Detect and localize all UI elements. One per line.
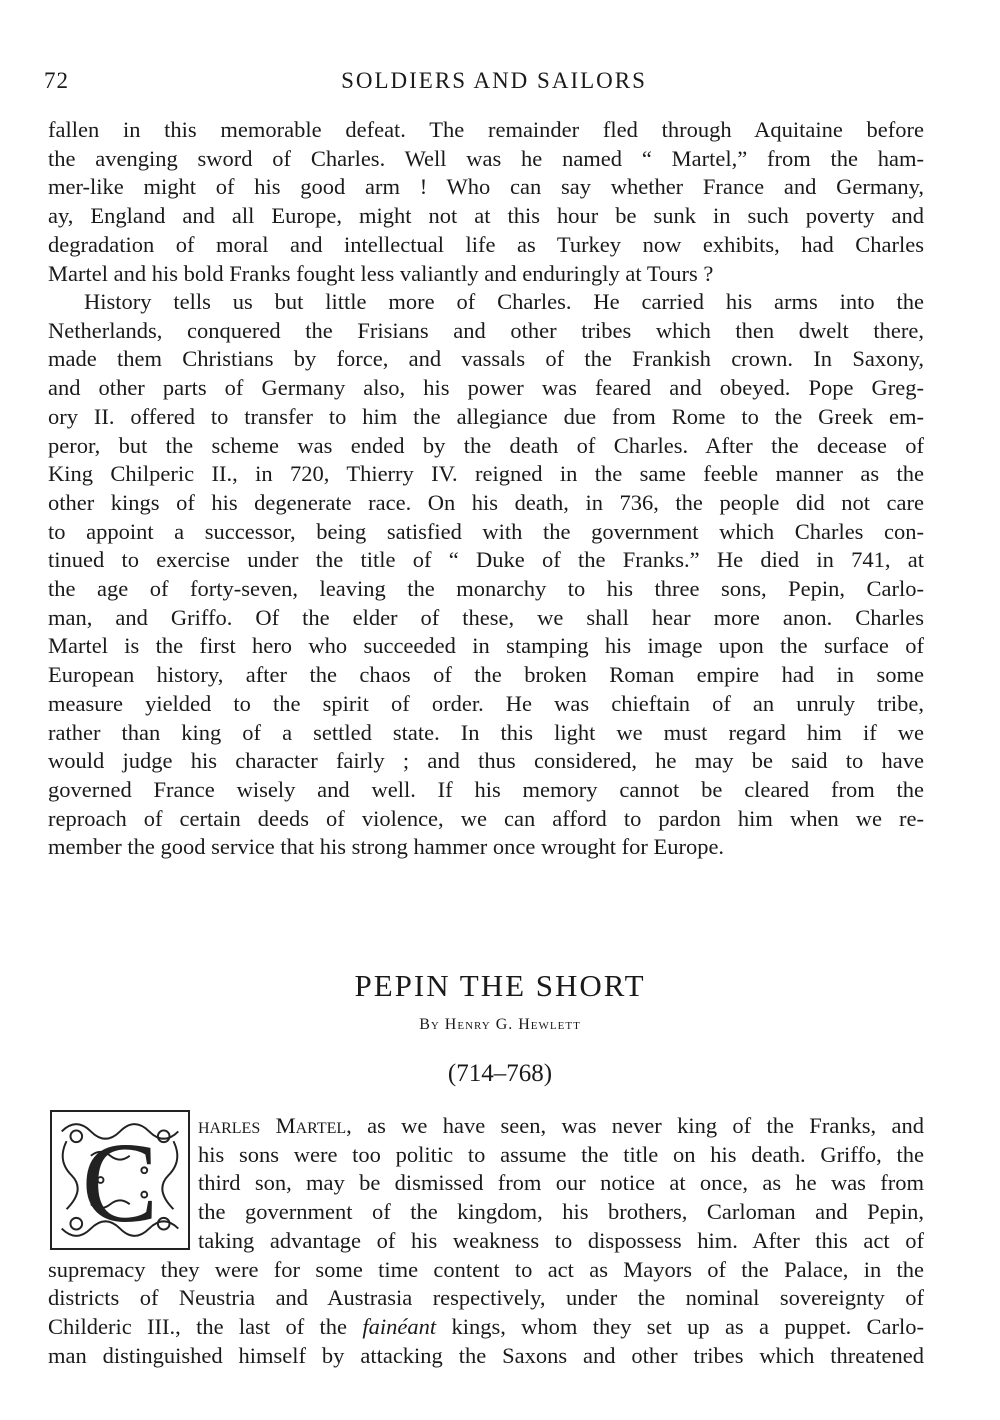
running-head: [44, 68, 944, 104]
text-line: degradation of moral and intellectual life as Turkey now exhibits, had Charles: [48, 231, 924, 257]
text-line: King Chilperic II., in 720, Thierry IV. reigned in the same feeble manner as the: [48, 461, 924, 487]
text-line: ay, England and all Europe, might not at this hour be sunk in such poverty and: [48, 203, 924, 229]
text-line: the government of the kingdom, his brothers, Carloman and Pepin,: [198, 1199, 924, 1225]
text-line: taking advantage of his weakness to dispossess him. After this act of: [198, 1227, 924, 1253]
text-line: would judge his character fairly ; and thus considered, he may be said to have: [48, 748, 924, 774]
text-line: Netherlands, conquered the Frisians and other tribes which then dwelt there,: [48, 317, 924, 343]
text-line-faineant: [48, 1313, 924, 1342]
text-line: supremacy they were for some time content to act as Mayors of the Palace, in the: [48, 1256, 924, 1282]
text-line: rather than king of a settled state. In this light we must regard him if we: [48, 719, 924, 745]
text-line: mer-like might of his good arm ! Who can say whether France and Germany,: [48, 174, 924, 200]
text-line: third son, may be dismissed from our notice at once, as he was from: [198, 1170, 924, 1196]
text-line: History tells us but little more of Charles. He carried his arms into the: [84, 289, 924, 314]
text-line: his sons were too politic to assume the title on his death. Griffo, the: [198, 1141, 924, 1167]
text-line: districts of Neustria and Austrasia respectively, under the nominal sovereignty of: [48, 1285, 924, 1311]
text-line: the age of forty-seven, leaving the monarchy to his three sons, Pepin, Carlo-: [48, 576, 924, 602]
chapter-byline: By Henry G. Hewlett: [419, 1016, 581, 1033]
text-line: ory II. offered to transfer to him the allegiance due from Rome to the Greek em-: [48, 403, 924, 429]
first-line-rest: Martel: [275, 1113, 347, 1138]
chapter-dates: (714–768): [447, 1060, 553, 1087]
text-line-first: [198, 1112, 924, 1141]
text-line: to appoint a successor, being satisfied with the government which Charles con-: [48, 518, 924, 544]
text-line: tinued to exercise under the title of “ Duke of the Franks.” He died in 741, at: [48, 547, 924, 573]
text-line: fallen in this memorable defeat. The remainder fled through Aquitaine before: [48, 117, 924, 142]
text-line: Martel is the first hero who succeeded in stamping his image upon the surface of: [48, 633, 924, 659]
text-line: made them Christians by force, and vassals of the Frankish crown. In Saxony,: [48, 346, 924, 372]
text-line: peror, but the scheme was ended by the death of Charles. After the decease of: [48, 432, 924, 458]
paragraph-charles-martel-defeat: [48, 116, 924, 288]
running-title: SOLDIERS AND SAILORS: [341, 68, 647, 93]
text-line: man, and Griffo. Of the elder of these, we shall hear more anon. Charles: [48, 604, 924, 630]
faineant-after: kings, whom they set up as a puppet. Carlo-: [436, 1313, 924, 1339]
text-line: man distinguished himself by attacking the Saxons and other tribes which threatened: [48, 1342, 924, 1368]
dropcap-letter: C: [81, 1118, 159, 1246]
text-line: and other parts of Germany also, his power was feared and obeyed. Pope Greg-: [48, 375, 924, 401]
text-line: the avenging sword of Charles. Well was he named “ Martel,” from the ham-: [48, 145, 924, 171]
text-line: reproach of certain deeds of violence, we can afford to pardon him when we re-: [48, 805, 924, 831]
faineant-word: fainéant: [362, 1313, 437, 1339]
faineant-before: Childeric III., the last of the: [48, 1313, 363, 1339]
paragraph-pepin-the-short: [48, 1112, 924, 1370]
text-line: other kings of his degenerate race. On his death, in 736, the people did not care: [48, 489, 924, 515]
first-word-rest: harles: [198, 1113, 261, 1138]
text-line: European history, after the chaos of the broken Roman empire had in some: [48, 662, 924, 688]
paragraph-history-of-charles: [48, 288, 924, 862]
text-line: Martel and his bold Franks fought less valiantly and enduringly at Tours ?: [48, 260, 714, 286]
page-number: 72: [44, 68, 69, 93]
first-line-tail: , as we have seen, was never king of the Franks, and: [346, 1113, 924, 1138]
text-line: measure yielded to the spirit of order. He was chieftain of an unruly tribe,: [48, 690, 924, 716]
text-line: governed France wisely and well. If his memory cannot be cleared from the: [48, 776, 924, 802]
text-line: member the good service that his strong hammer once wrought for Europe.: [48, 834, 725, 860]
chapter-title: PEPIN THE SHORT: [354, 968, 646, 1003]
